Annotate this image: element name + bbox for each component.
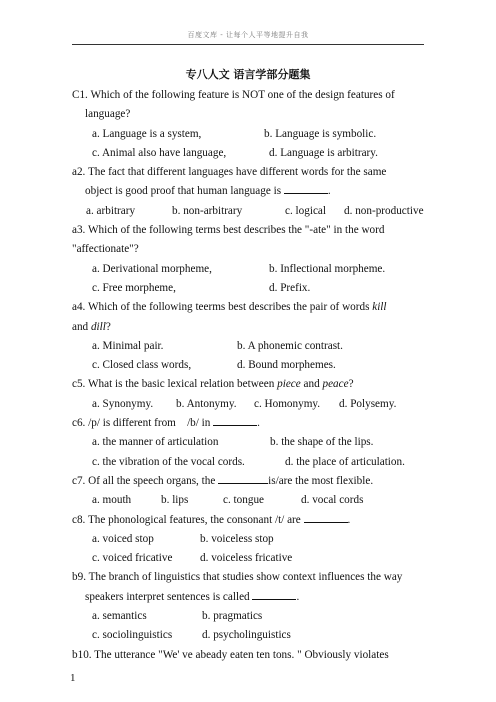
question-text (72, 414, 424, 433)
option-b: b. A phonemic contrast. (237, 339, 343, 352)
option-d: d. psycholinguistics (202, 629, 291, 642)
question-stem: a4. Which of the following teerms best describes the pair of words (72, 301, 370, 314)
question-text-continued: language? (85, 108, 131, 121)
question-end: . (296, 590, 300, 603)
option-b: b. lips (161, 494, 189, 507)
answer-blank (213, 424, 257, 426)
option-d: d. voiceless fricative (200, 552, 293, 565)
option-a: a. the manner of articulation (92, 436, 219, 449)
question-stem: speakers interpret sentences is called (85, 590, 250, 603)
question-text (72, 298, 424, 317)
option-c: c. sociolinguistics (92, 629, 173, 642)
question-mid: /b/ in (187, 417, 211, 430)
option-b: b. pragmatics (202, 610, 263, 623)
question-end: . (257, 417, 260, 430)
question-end: . (327, 185, 331, 198)
option-c: c. the vibration of the vocal cords. (92, 455, 245, 468)
option-b: b. Inflectional morpheme. (269, 262, 386, 275)
question-end: . (347, 513, 351, 526)
option-d: d. Prefix. (269, 281, 311, 294)
question-and: and (72, 320, 89, 333)
question-end: ? (105, 320, 111, 333)
question-text: b9. The branch of linguistics that studies show context influences the way (72, 571, 403, 584)
question-10 (72, 646, 424, 665)
option-d: d. non-productive (344, 204, 424, 217)
question-2 (72, 163, 424, 221)
question-1 (72, 86, 424, 163)
option-b: b. voiceless stop (200, 532, 274, 545)
option-a: a. Language is a system, (92, 127, 202, 140)
option-b: b. non-arbitrary (172, 204, 243, 217)
option-c: c. logical (285, 204, 327, 217)
document-title: 专八人文 语言学部分题集 (185, 68, 311, 81)
page-number: 1 (70, 672, 76, 684)
option-a: a. Derivational morpheme, (92, 262, 212, 275)
option-row (72, 260, 424, 279)
answer-blank (218, 482, 268, 484)
option-d: d. Polysemy. (339, 397, 397, 410)
option-c: c. Closed class words, (92, 359, 192, 372)
option-row (72, 530, 424, 549)
word-dill: dill (90, 320, 106, 333)
question-and: and (303, 378, 320, 391)
word-peace: peace (322, 378, 349, 391)
question-7 (72, 472, 424, 511)
question-text (72, 511, 424, 530)
option-d: d. vocal cords (301, 494, 364, 507)
option-d: d. Language is arbitrary. (269, 146, 378, 159)
option-b: b. the shape of the lips. (270, 436, 374, 449)
option-row (72, 125, 424, 144)
question-text: a2. The fact that different languages have different words for the same (72, 166, 387, 179)
question-3 (72, 221, 424, 298)
option-d: d. the place of articulation. (285, 455, 405, 468)
answer-blank (304, 521, 348, 523)
option-row (72, 144, 424, 163)
option-a: a. voiced stop (92, 532, 154, 545)
question-text: a3. Which of the following terms best describes the "-ate" in the word (72, 224, 385, 237)
question-6 (72, 414, 424, 472)
option-row (72, 453, 424, 472)
question-stem: c8. The phonological features, the consonant /t/ are (72, 513, 301, 526)
option-a: a. semantics (92, 610, 147, 623)
question-end: ? (348, 378, 354, 391)
question-5 (72, 375, 424, 414)
question-stem: c7. Of all the speech organs, the (72, 474, 216, 487)
question-text: C1. Which of the following feature is NOT one of the design features of (72, 89, 395, 101)
question-8 (72, 511, 424, 569)
option-c: c. Free morpheme, (92, 281, 176, 294)
question-stem: c5. What is the basic lexical relation between (72, 378, 275, 391)
question-text-continued (72, 318, 424, 337)
option-d: d. Bound morphemes. (237, 359, 336, 372)
option-c: c. tongue (223, 494, 265, 507)
question-text-continued (72, 182, 424, 201)
option-b: b. Language is symbolic. (264, 127, 377, 140)
answer-blank (252, 598, 296, 600)
option-c: c. Homonymy. (254, 397, 321, 410)
option-c: c. Animal also have language, (92, 146, 227, 159)
option-row (72, 607, 424, 626)
option-row (72, 279, 424, 298)
question-text (72, 472, 424, 491)
question-stem: object is good proof that human language is (85, 185, 282, 198)
question-9 (72, 568, 424, 645)
question-text (72, 375, 424, 394)
option-row (72, 356, 424, 375)
question-list (72, 86, 424, 665)
option-row (72, 626, 424, 645)
option-a: a. mouth (92, 494, 132, 507)
option-row (72, 395, 424, 414)
answer-blank (284, 192, 328, 194)
option-b: b. Antonymy. (176, 397, 237, 410)
option-a: a. arbitrary (86, 204, 136, 217)
word-kill: kill (372, 301, 387, 314)
option-row (72, 433, 424, 452)
option-row (72, 491, 424, 510)
option-row (72, 202, 424, 221)
question-stem: c6. /p/ is different from (72, 417, 176, 430)
option-a: a. Synonymy. (92, 397, 154, 410)
question-end: is/are the most flexible. (268, 474, 374, 487)
question-text-continued (72, 588, 424, 607)
question-4 (72, 298, 424, 375)
word-piece: piece (277, 378, 301, 391)
option-row (72, 337, 424, 356)
page-header: 百度文库 - 让每个人平等地提升自我 (72, 30, 424, 45)
option-row (72, 549, 424, 568)
question-text: b10. The utterance "We' ve abeady eaten ten tons. " Obviously violates (72, 648, 389, 661)
option-c: c. voiced fricative (92, 552, 173, 565)
option-a: a. Minimal pair. (92, 339, 164, 352)
question-text-continued: "affectionate"? (72, 243, 139, 256)
